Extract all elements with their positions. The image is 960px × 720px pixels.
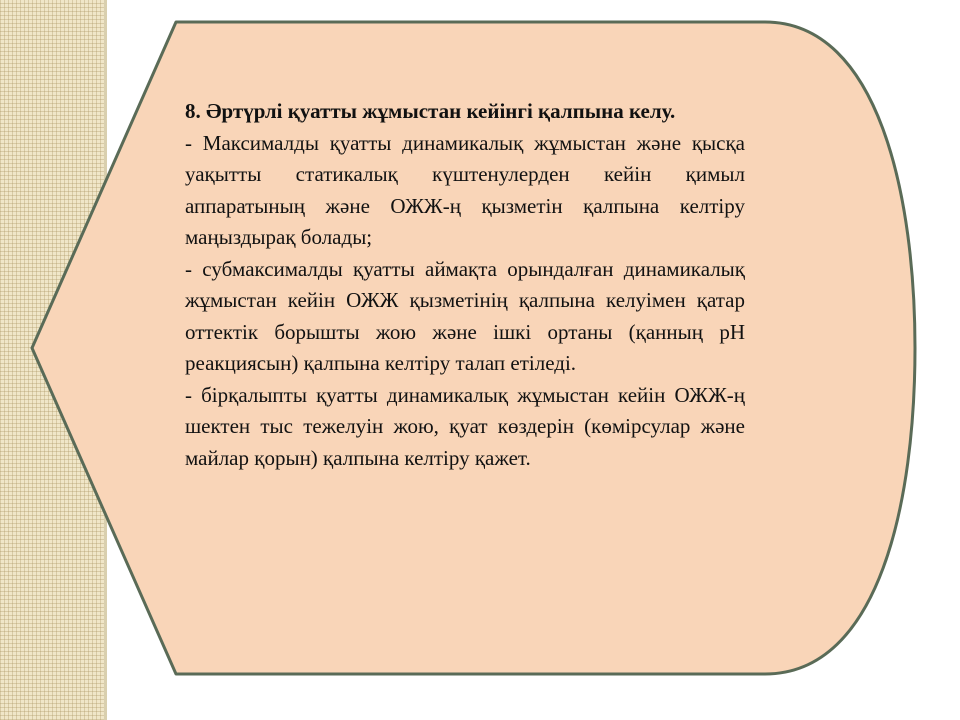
paragraph-maximal: - Максималды қуатты динамикалық жұмыстан және қысқа уақытты статикалық күштенулерден кейін қимыл аппаратының және ОЖЖ-ң қызметін қалпына келтіру маңыздырақ болады;	[185, 130, 745, 249]
slide-content	[185, 96, 745, 474]
paragraph-submaximal: - субмаксималды қуатты аймақта орындалған динамикалық жұмыстан кейін ОЖЖ қызметінің қалпына келуімен қатар оттектік борышты жою және ішкі ортаны (қанның pH реакциясын) қалпына келтіру талап етіледі.	[185, 256, 745, 375]
slide-title: 8. Әртүрлі қуатты жұмыстан кейінгі қалпына келу.	[185, 99, 676, 123]
paragraph-moderate: - бірқалыпты қуатты динамикалық жұмыстан кейін ОЖЖ-ң шектен тыс тежелуін жою, қуат көздерін (көмірсулар және майлар қорын) қалпына келтіру қажет.	[185, 382, 745, 470]
